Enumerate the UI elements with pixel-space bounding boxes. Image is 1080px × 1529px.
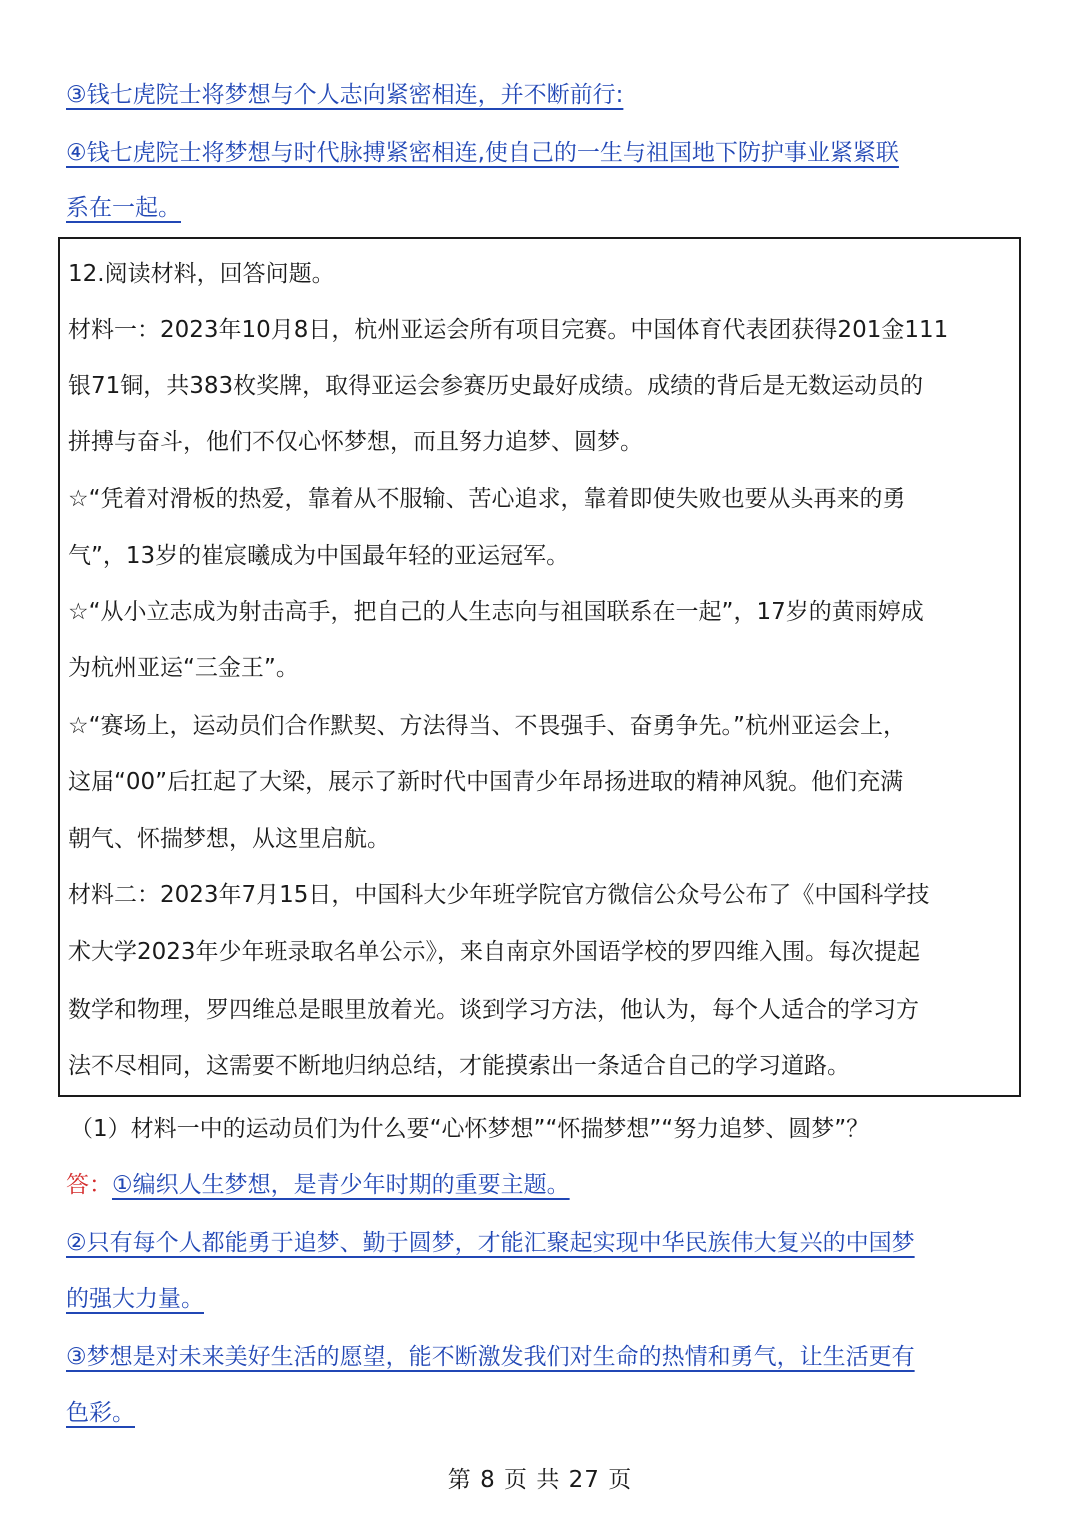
answer-line-3b-text: ③梦想是对未来美好生活的愿望，能不断激发我们对生命的热情和勇气，让生活更有	[66, 1344, 915, 1370]
answer-line-2-text: ②只有每个人都能勇于追梦、勤于圆梦，才能汇聚起实现中华民族伟大复兴的中国梦	[66, 1230, 915, 1256]
answer-line-4	[66, 138, 1020, 168]
answer-line-1	[66, 1170, 1020, 1200]
page-footer: 第 8 页 共 27 页	[447, 1467, 633, 1493]
question-title: 12.阅读材料，回答问题。	[68, 261, 335, 287]
answer-line-3b-cont-text: 色彩。	[66, 1400, 135, 1426]
material-line: 法不尽相同，这需要不断地归纳总结，才能摸索出一条适合自己的学习道路。	[68, 1053, 850, 1079]
material-line: 这届“00”后扛起了大梁，展示了新时代中国青少年昂扬进取的精神风貌。他们充满	[68, 769, 904, 795]
material-line: ☆“从小立志成为射击高手，把自己的人生志向与祖国联系在一起”，17岁的黄雨婷成	[68, 599, 924, 625]
answer-line-2	[66, 1228, 1020, 1258]
sub-question-1: （1）材料一中的运动员们为什么要“心怀梦想”“怀揣梦想”“努力追梦、圆梦”？	[70, 1116, 870, 1142]
material-line: 银71铜，共383枚奖牌，取得亚运会参赛历史最好成绩。成绩的背后是无数运动员的	[68, 373, 924, 399]
material-line: 材料二：2023年7月15日，中国科大少年班学院官方微信公众号公布了《中国科学技	[68, 882, 930, 908]
material-line: 朝气、怀揣梦想，从这里启航。	[68, 826, 390, 852]
material-line: ☆“凭着对滑板的热爱，靠着从不服输、苦心追求，靠着即使失败也要从头再来的勇	[68, 486, 906, 512]
material-line: 材料一：2023年10月8日，杭州亚运会所有项目完赛。中国体育代表团获得201金111	[68, 317, 949, 343]
question-material-content	[68, 239, 1011, 1095]
answer-line-4-cont-text: 系在一起。	[66, 195, 181, 221]
answer-line-4-text: ④钱七虎院士将梦想与时代脉搏紧密相连,使自己的一生与祖国地下防护事业紧紧联	[66, 140, 899, 166]
material-line: 拼搏与奋斗，他们不仅心怀梦想，而且努力追梦、圆梦。	[68, 429, 643, 455]
material-line: ☆“赛场上，运动员们合作默契、方法得当、不畏强手、奋勇争先。”杭州亚运会上，	[68, 713, 906, 739]
answer-line-3-text: ③钱七虎院士将梦想与个人志向紧密相连，并不断前行:	[66, 82, 624, 108]
answer-line-2-cont	[66, 1284, 1020, 1314]
answer-line-3b-cont	[66, 1398, 1020, 1428]
answer-label: 答：	[66, 1172, 112, 1198]
answer-line-2-cont-text: 的强大力量。	[66, 1286, 204, 1312]
material-line: 术大学2023年少年班录取名单公示》，来自南京外国语学校的罗四维入围。每次提起	[68, 939, 921, 965]
answer-line-4-cont	[66, 193, 1020, 223]
question-material-box	[58, 237, 1021, 1097]
material-line: 气”，13岁的崔宸曦成为中国最年轻的亚运冠军。	[68, 543, 570, 569]
material-line: 为杭州亚运“三金王”。	[68, 655, 299, 681]
answer-line-1-text: ①编织人生梦想，是青少年时期的重要主题。	[112, 1172, 570, 1198]
material-line: 数学和物理，罗四维总是眼里放着光。谈到学习方法，他认为，每个人适合的学习方	[68, 997, 919, 1023]
answer-line-3	[66, 80, 1020, 110]
answer-line-3b	[66, 1342, 1020, 1372]
